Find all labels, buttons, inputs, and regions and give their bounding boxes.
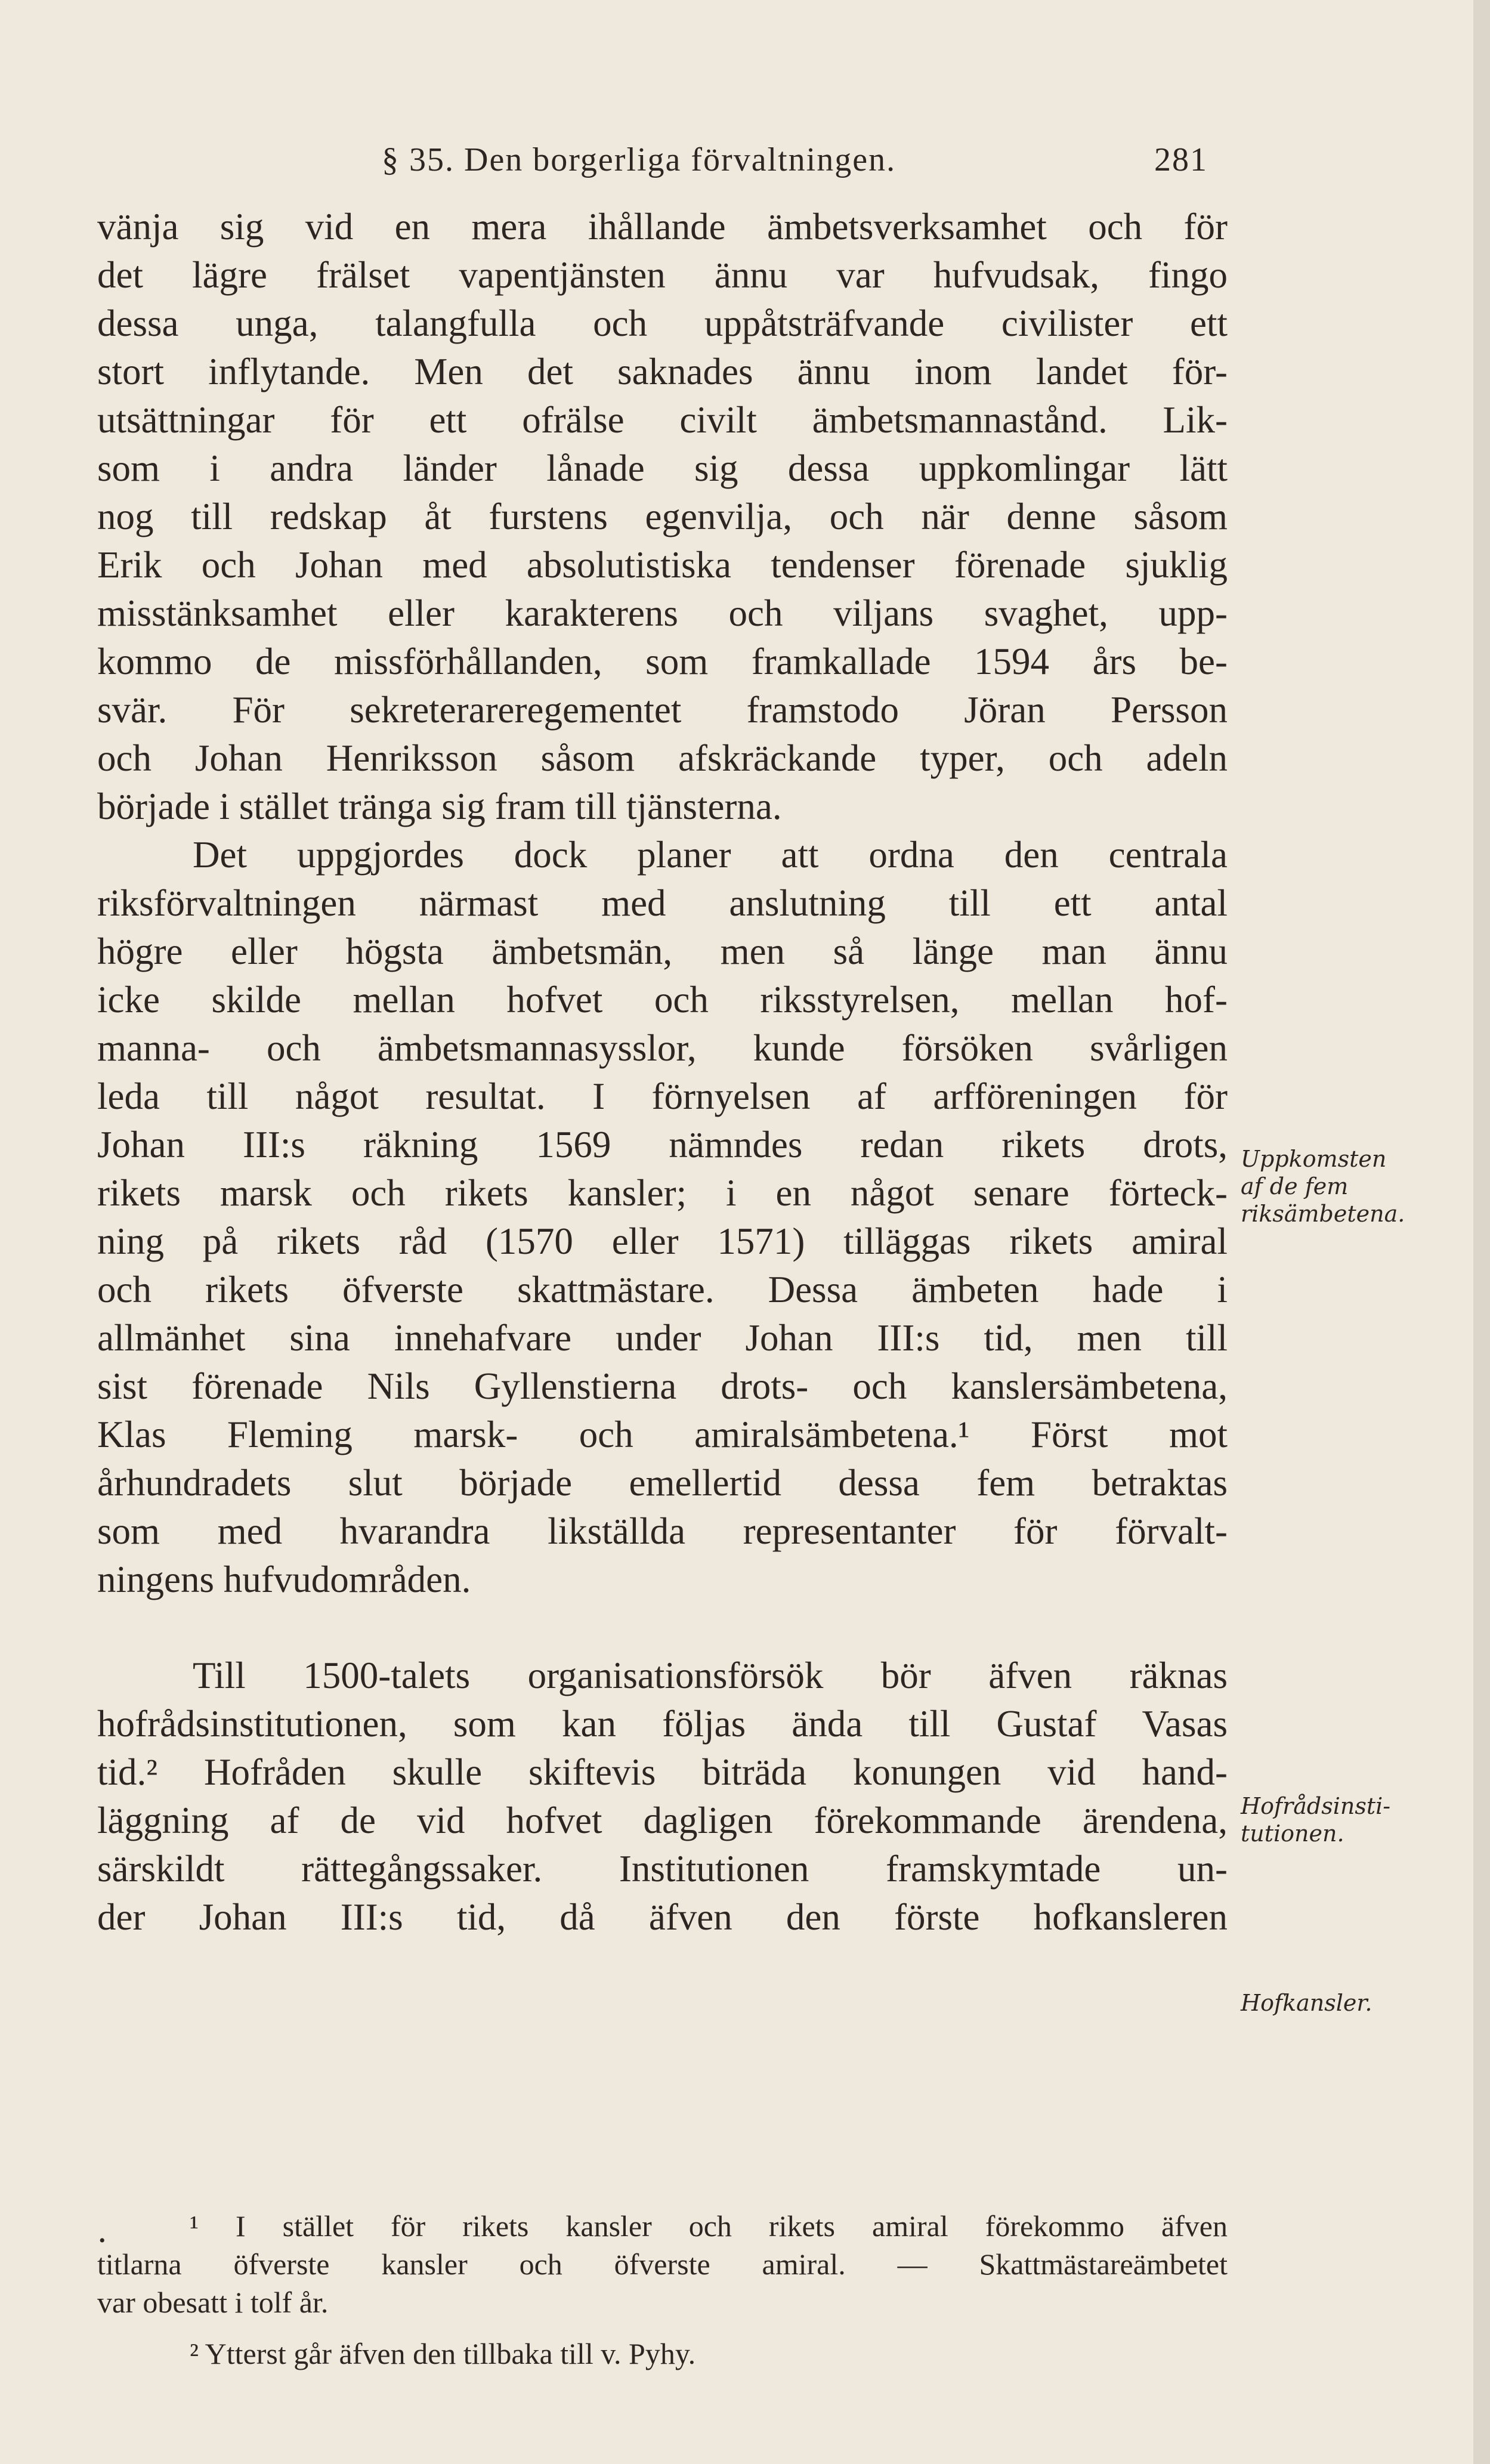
main-text	[97, 203, 1228, 1941]
text-line: riksförvaltningen närmast med anslutning till ett antal	[97, 882, 1228, 924]
text-line: nog till redskap åt furstens egenvilja, och när denne såsom	[97, 496, 1228, 537]
page-edge	[1473, 0, 1490, 2464]
footnote-line: ² Ytterst går äfven den tillbaka till v. Pyhy.	[190, 2337, 696, 2370]
text-line: särskildt rättegångssaker. Institutionen framskymtade un-	[97, 1848, 1228, 1890]
text-line: utsättningar för ett ofrälse civilt ämbetsmannastånd. Lik-	[97, 399, 1228, 441]
text-line: läggning af de vid hofvet dagligen förekommande ärendena,	[97, 1800, 1228, 1841]
footnote-line: ¹ I stället för rikets kansler och rikets amiral förekommo äfven	[190, 2209, 1228, 2243]
text-line: leda till något resultat. I förnyelsen af arfföreningen för	[97, 1075, 1228, 1117]
text-line: och Johan Henriksson såsom afskräckande typer, och adeln	[97, 737, 1228, 779]
text-line: och rikets öfverste skattmästare. Dessa ämbeten hade i	[97, 1269, 1228, 1310]
text-line: manna- och ämbetsmannasysslor, kunde försöken svårligen	[97, 1027, 1228, 1069]
margin-note-riksambetena	[1241, 1145, 1461, 1228]
margin-note-line: Hofrådsinsti-	[1241, 1793, 1391, 1819]
text-line: Till 1500-talets organisationsförsök bör äfven räknas	[193, 1655, 1228, 1696]
text-line: allmänhet sina innehafvare under Johan III:s tid, men till	[97, 1317, 1228, 1359]
text-line: Erik och Johan med absolutistiska tendenser förenade sjuklig	[97, 544, 1228, 586]
text-line: tid.² Hofråden skulle skiftevis biträda konungen vid hand-	[97, 1751, 1228, 1793]
footnote-line: var obesatt i tolf år.	[97, 2286, 329, 2319]
text-line: der Johan III:s tid, då äfven den förste hofkansleren	[97, 1896, 1228, 1938]
text-line: Johan III:s räkning 1569 nämndes redan rikets drots,	[97, 1124, 1228, 1165]
footnote-line: titlarna öfverste kansler och öfverste amiral. — Skattmästareämbetet	[97, 2247, 1228, 2281]
text-line: sist förenade Nils Gyllenstierna drots- och kanslersämbetena,	[97, 1365, 1228, 1407]
text-line: som med hvarandra likställda representanter för förvalt-	[97, 1510, 1228, 1552]
text-line: vänja sig vid en mera ihållande ämbetsverksamhet och för	[97, 206, 1228, 248]
text-line: Klas Fleming marsk- och amiralsämbetena.¹ Först mot	[97, 1414, 1228, 1455]
text-line: ningens hufvudområden.	[97, 1559, 471, 1600]
text-line: svär. För sekreterareregementet framstodo Jöran Persson	[97, 689, 1228, 731]
text-line: hofrådsinstitutionen, som kan följas ända till Gustaf Vasas	[97, 1703, 1228, 1745]
margin-note-hofkansler	[1241, 1989, 1461, 2017]
running-title: § 35. Den borgerliga förvaltningen.	[382, 141, 897, 178]
stray-mark: •	[99, 2231, 106, 2250]
paragraph-gap	[97, 1604, 1228, 1652]
page-number: 281	[1154, 141, 1208, 178]
margin-note-line: tutionen.	[1241, 1820, 1344, 1847]
margin-note-line: Hofkansler.	[1241, 1990, 1372, 2016]
footnotes	[97, 2207, 1228, 2373]
text-line: kommo de missförhållanden, som framkallade 1594 års be-	[97, 641, 1228, 682]
text-line: misstänksamhet eller karakterens och viljans svaghet, upp-	[97, 592, 1228, 634]
margin-note-line: riksämbetena.	[1241, 1201, 1405, 1227]
margin-note-line: Uppkomsten	[1241, 1146, 1387, 1172]
text-line: århundradets slut började emellertid dessa fem betraktas	[97, 1462, 1228, 1504]
text-line: stort inflytande. Men det saknades ännu inom landet för-	[97, 351, 1228, 392]
text-line: dessa unga, talangfulla och uppåtsträfvande civilister ett	[97, 302, 1228, 344]
margin-note-line: af de fem	[1241, 1173, 1349, 1199]
text-line: började i stället tränga sig fram till tjänsterna.	[97, 786, 782, 827]
margin-note-hofradsinstitutionen	[1241, 1792, 1461, 1847]
text-line: rikets marsk och rikets kansler; i en något senare förteck-	[97, 1172, 1228, 1214]
text-line: Det uppgjordes dock planer att ordna den centrala	[193, 834, 1228, 876]
text-line: ning på rikets råd (1570 eller 1571) tilläggas rikets amiral	[97, 1220, 1228, 1262]
text-line: som i andra länder lånade sig dessa uppkomlingar lätt	[97, 447, 1228, 489]
text-line: icke skilde mellan hofvet och riksstyrelsen, mellan hof-	[97, 979, 1228, 1021]
running-header	[0, 141, 1490, 188]
text-line: högre eller högsta ämbetsmän, men så länge man ännu	[97, 930, 1228, 972]
text-line: det lägre frälset vapentjänsten ännu var hufvudsak, fingo	[97, 254, 1228, 296]
